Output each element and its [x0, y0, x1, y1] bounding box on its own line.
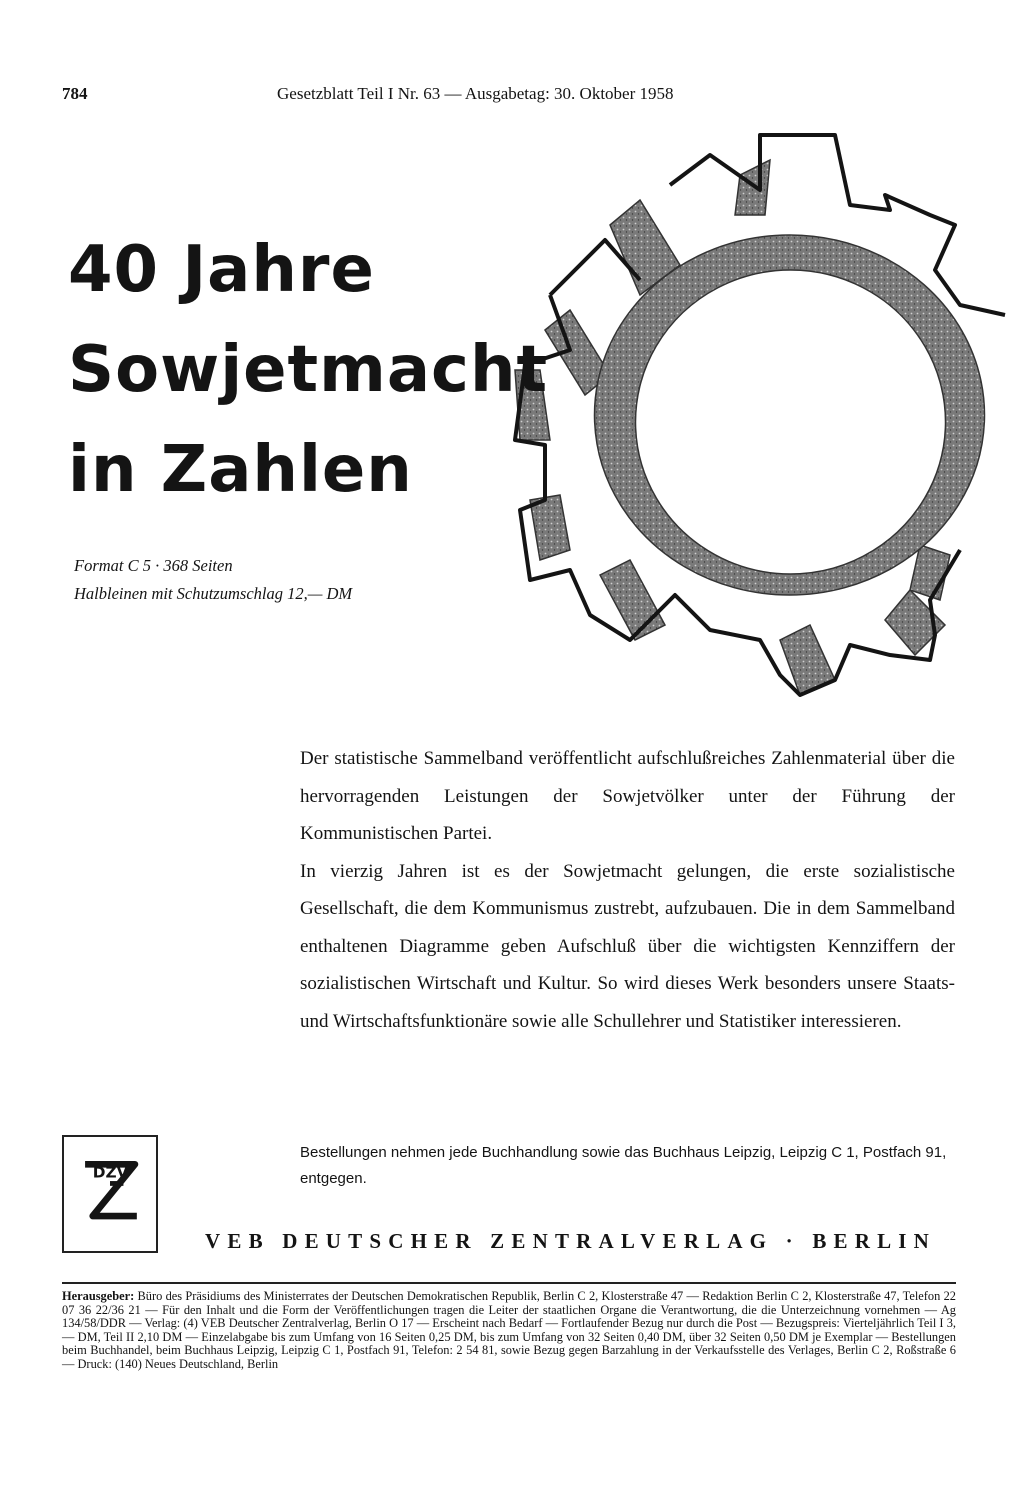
- gear-icon: [490, 120, 1010, 700]
- title-line-1: 40 Jahre: [68, 233, 375, 307]
- page-header: [62, 84, 782, 106]
- order-notice: Bestellungen nehmen jede Buchhandlung sowie das Buchhaus Leipzig, Leipzig C 1, Postfach 91, entgegen.: [300, 1144, 947, 1187]
- title-line-2: Sowjetmacht: [68, 333, 549, 407]
- divider: [62, 1282, 956, 1284]
- title-line-3: in Zahlen: [68, 433, 413, 507]
- description: [300, 740, 955, 1040]
- publisher-logo: [62, 1135, 158, 1253]
- binding-price-line: Halbleinen mit Schutzumschlag 12,— DM: [74, 584, 353, 603]
- page-number: 784: [62, 84, 88, 103]
- description-paragraph: In vierzig Jahren ist es der Sowjetmacht gelungen, die erste sozialistische Gesellschaft, die dem Kommunismus zustrebt, aufzubauen. Die in dem Sammelband enthaltenen Diagramme geben Aufschluß über die wichtigsten Kennziffern der sozialistischen Wirtschaft und Kultur. So wird dieses Werk besonders unsere Staats- und Wirtschaftsfunktionäre sowie alle Schullehrer und Statistiker interessieren.: [300, 860, 955, 1032]
- advert-title: [68, 220, 548, 520]
- book-specs: [74, 552, 352, 608]
- description-paragraph: Der statistische Sammelband veröffentlicht aufschlußreiches Zahlenmaterial über die hervorragenden Leistungen der Sowjetvölker unter der Führung der Kommunistischen Partei.: [300, 748, 955, 844]
- running-title: Gesetzblatt Teil I Nr. 63 — Ausgabetag: 30. Oktober 1958: [277, 84, 674, 103]
- logo-text: DZV: [92, 1163, 129, 1182]
- imprint: [62, 1290, 956, 1372]
- publisher-name: VEB DEUTSCHER ZENTRALVERLAG · BERLIN: [205, 1229, 937, 1253]
- imprint-text: Büro des Präsidiums des Ministerrates der Deutschen Demokratischen Republik, Berlin C 2, Klosterstraße 47 — Redaktion Berlin C 2, Klosterstraße 47, Telefon 22 07 36 22/36 21 — Für den Inhalt und die Form der Veröffentlichungen tragen die Leiter der staatlichen Organe die Verantwortung, die die Unterzeichnung vornehmen — Ag 134/58/DDR — Verlag: (4) VEB Deutscher Zentralverlag, Berlin O 17 — Erscheint nach Bedarf — Fortlaufender Bezug nur durch die Post — Bezugspreis: Vierteljährlich Teil I 3,— DM, Teil II 2,10 DM — Einzelabgabe bis zum Umfang von 16 Seiten 0,25 DM, bis zum Umfang von 32 Seiten 0,40 DM, über 32 Seiten 0,50 DM je Exemplar — Bestellungen beim Buchhandel, beim Buchhaus Leipzig, Leipzig C 1, Postfach 91, Telefon: 2 54 81, sowie Bezug gegen Barzahlung in der Verkaufsstelle des Verlages, Berlin C 2, Roßstraße 6 — Druck: (140) Neues Deutschland, Berlin: [62, 1289, 956, 1371]
- format-line: Format C 5 · 368 Seiten: [74, 556, 233, 575]
- imprint-lead: Herausgeber:: [62, 1289, 135, 1303]
